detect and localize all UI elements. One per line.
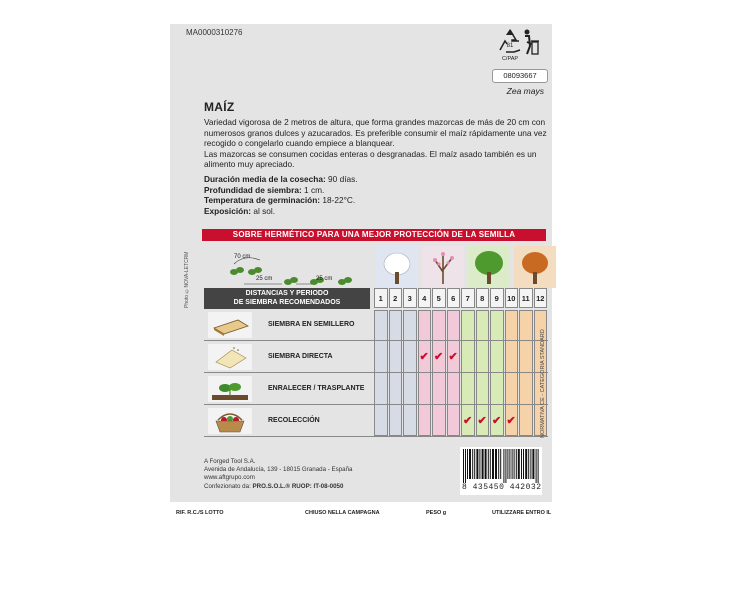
month-label: 8 [476,288,490,308]
seed-tray-icon [208,312,252,338]
barcode-bar [467,449,468,479]
fact-row: Temperatura de germinación: 18-22°C. [204,195,356,206]
footer-utilizzare: UTILIZZARE ENTRO IL [492,510,552,516]
svg-text:C/PAP: C/PAP [501,56,519,62]
month-label: 12 [534,288,548,308]
row-divider [204,436,548,437]
month-column [418,310,432,436]
month-label: 4 [418,288,432,308]
description-paragraph: Las mazorcas se consumen cocidas enteras o desgranadas. El maíz asado también es un alimento muy apreciado. [204,148,537,170]
month-column [432,310,446,436]
photo-credit: Photo ©NOVA-LETCRM [184,251,190,308]
period-check-icon: ✔ [506,415,516,427]
month-column [519,310,533,436]
row-label: SIEMBRA DIRECTA [268,353,333,360]
barcode-bar [536,449,537,483]
fact-row: Duración media de la cosecha: 90 días. [204,174,358,184]
barcode-bar [538,449,539,483]
svg-text:70 cm: 70 cm [234,254,251,260]
month-label: 7 [461,288,475,308]
barcode-bar [492,449,494,479]
period-check-icon: ✔ [434,351,444,363]
barcode-bar [463,449,464,483]
barcode-bar [498,449,499,479]
trash-bin-icon [522,28,540,58]
winter-tree-icon [376,246,418,288]
barcode-bar [512,449,513,479]
barcode-bar [532,449,534,479]
barcode-bar [521,449,522,479]
barcode-bar [530,449,531,479]
barcode-bar [476,449,478,479]
barcode-bar [469,449,471,479]
cultivation-facts [204,174,358,216]
month-label: 5 [432,288,446,308]
row-divider [204,340,548,341]
product-title: MAÍZ [204,100,235,114]
barcode-bar [485,449,487,479]
product-code: MA0000310276 [186,28,243,37]
plant-spacing-illustration [204,250,370,290]
row-divider [204,404,548,405]
month-label: 6 [447,288,461,308]
fact-row: Exposición: al sol. [204,205,276,216]
latin-name: Zea mays [506,86,544,96]
barcode-bar [514,449,515,479]
recycle-icon [497,28,523,62]
barcode-bar [528,449,529,479]
barcode-bar [525,449,527,479]
seal-banner: SOBRE HERMÉTICO PARA UNA MEJOR PROTECCIÓN DE LA SEMILLA [202,229,546,241]
footer-rif: RIF. R.C./S LOTTO [176,510,224,516]
barcode-bar [523,449,524,479]
month-label: 2 [389,288,403,308]
svg-text:25 cm: 25 cm [256,276,273,282]
barcode-bar [479,449,480,479]
harvest-basket-icon [208,408,252,434]
autumn-tree-icon [514,246,556,288]
period-check-icon: ✔ [463,415,473,427]
row-semillero [204,310,370,340]
month-label: 10 [505,288,519,308]
seed-packet [170,24,552,502]
month-column [447,310,461,436]
barcode-bar [482,449,484,479]
barcode-bar [472,449,473,479]
regulation-note: NORMATIVA CE - CATEGORIA STANDARD [540,329,546,438]
barcode-bar [490,449,491,479]
barcode-number: 8 435450 442032 [462,483,542,492]
month-label: 1 [374,288,388,308]
barcode-bar [474,449,475,479]
month-label: 3 [403,288,417,308]
row-label: RECOLECCIÓN [268,417,320,424]
period-check-icon: ✔ [492,415,502,427]
month-column [374,310,388,436]
barcode-bar [465,449,466,483]
barcode-bar [503,449,504,483]
barcode-bars [460,447,542,483]
description [204,117,548,170]
svg-text:81: 81 [506,43,514,49]
barcode-bar [516,449,517,479]
packaged-by: Confezionato da: PRO.S.O.L.® RUOP: IT-08-0050 [204,483,344,490]
month-column [389,310,403,436]
row-divider [204,372,548,373]
table-header: DISTANCIAS Y PERIODO DE SIEMBRA RECOMENDADOS [204,288,370,309]
barcode-bar [495,449,497,479]
barcode-bar [500,449,501,479]
barcode-bar [488,449,489,479]
fact-row: Profundidad de siembra: 1 cm. [204,184,325,195]
period-check-icon: ✔ [448,351,458,363]
seedling-icon [208,376,252,402]
barcode-bar [507,449,508,479]
seed-packet-icon [208,344,252,370]
barcode-bar [509,449,510,479]
period-check-icon: ✔ [419,351,429,363]
row-recoleccion [204,406,370,436]
spring-tree-icon [422,246,464,288]
row-enralecer [204,374,370,404]
company-address: A Forged Tool S.A. Avenida de Andalucía, 139 - 18015 Granada - España www.aftgrupo.com [204,458,353,481]
row-siembra-directa [204,342,370,372]
description-paragraph: Variedad vigorosa de 2 metros de altura, que forma grandes mazorcas de más de 20 cm con numerosos granos dulces y azucarados. Es preferible consumir el maíz rápidamente una vez recogido o congelarlo cuando empiece a blanquear. [204,117,547,149]
month-column [403,310,417,436]
footer-chiuso: CHIUSO NELLA CAMPAGNA [305,510,380,516]
reference-number: 08093667 [492,69,548,83]
barcode-bar [505,449,506,483]
row-label: SIEMBRA EN SEMILLERO [268,321,355,328]
svg-text:25 cm: 25 cm [316,276,333,282]
period-check-icon: ✔ [477,415,487,427]
month-label: 9 [490,288,504,308]
row-label: ENRALECER / TRASPLANTE [268,385,365,392]
month-label: 11 [519,288,533,308]
footer-peso: PESO g [426,510,447,516]
summer-tree-icon [468,246,510,288]
barcode-bar [518,449,520,479]
